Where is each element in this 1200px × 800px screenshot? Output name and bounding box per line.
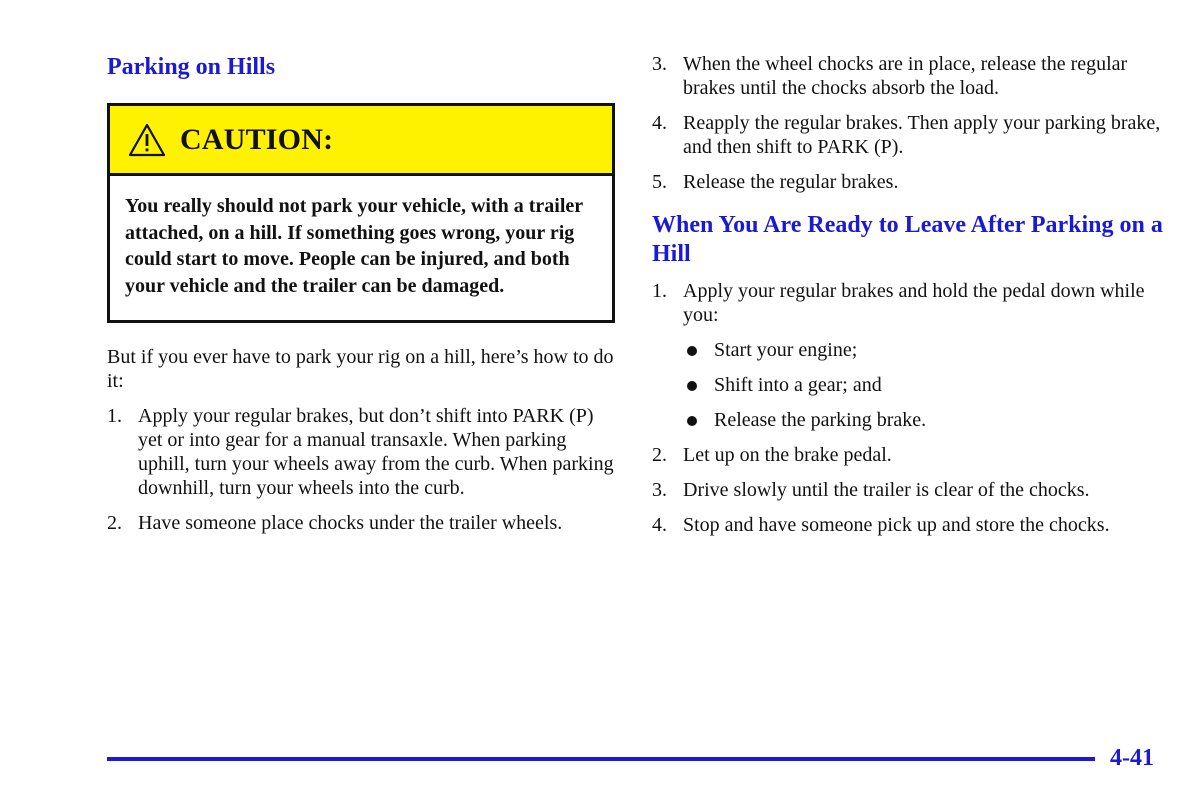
step-text: When the wheel chocks are in place, release the regular brakes until the chocks absorb the load. <box>683 53 1128 99</box>
section-heading-ready-to-leave: When You Are Ready to Leave After Parking on a Hill <box>652 212 1163 267</box>
bullet-icon <box>687 346 697 356</box>
step-number: 3. <box>652 53 667 75</box>
right-column <box>652 52 1167 537</box>
step-number: 4. <box>652 514 667 536</box>
step-text: Release the regular brakes. <box>683 171 899 193</box>
parking-steps-list <box>107 404 615 535</box>
bullet-text: Release the parking brake. <box>714 409 927 431</box>
footer-rule <box>107 757 1095 761</box>
caution-box <box>107 103 615 323</box>
step-text: Stop and have someone pick up and store the chocks. <box>683 514 1110 536</box>
bullet-item <box>683 338 1167 362</box>
step-number: 1. <box>107 405 122 427</box>
page-number: 4-41 <box>1110 745 1154 771</box>
step-number: 4. <box>652 112 667 134</box>
list-item <box>652 52 1167 100</box>
parking-steps-continued-list <box>652 52 1167 194</box>
step-text: Drive slowly until the trailer is clear of the chocks. <box>683 479 1090 501</box>
step-number: 3. <box>652 479 667 501</box>
bullet-icon <box>687 416 697 426</box>
caution-header <box>110 106 612 176</box>
left-column <box>107 52 615 535</box>
bullet-list <box>683 338 1167 432</box>
list-item <box>652 478 1167 502</box>
caution-body-text: You really should not park your vehicle, with a trailer attached, on a hill. If something goes wrong, your rig could start to move. People can be injured, and both your vehicle and the trailer can be damaged. <box>125 195 583 297</box>
leaving-steps-list <box>652 279 1167 537</box>
bullet-item <box>683 373 1167 397</box>
step-text: Let up on the brake pedal. <box>683 444 892 466</box>
warning-triangle-icon <box>128 123 166 157</box>
bullet-item <box>683 408 1167 432</box>
list-item <box>652 279 1167 432</box>
step-number: 1. <box>652 280 667 302</box>
list-item <box>652 170 1167 194</box>
bullet-icon <box>687 381 697 391</box>
step-number: 5. <box>652 171 667 193</box>
list-item <box>652 513 1167 537</box>
bullet-text: Shift into a gear; and <box>714 374 882 396</box>
bullet-text: Start your engine; <box>714 339 858 361</box>
section-heading-parking-on-hills: Parking on Hills <box>107 54 276 80</box>
step-number: 2. <box>107 512 122 534</box>
list-item <box>107 511 615 535</box>
caution-title: CAUTION: <box>180 122 334 156</box>
list-item <box>652 111 1167 159</box>
step-number: 2. <box>652 444 667 466</box>
list-item <box>652 443 1167 467</box>
intro-paragraph: But if you ever have to park your rig on a hill, here’s how to do it: <box>107 346 614 392</box>
list-item <box>107 404 615 500</box>
step-text: Have someone place chocks under the trailer wheels. <box>138 512 563 534</box>
step-text: Apply your regular brakes and hold the pedal down while you: <box>683 280 1145 326</box>
step-text: Reapply the regular brakes. Then apply your parking brake, and then shift to PARK (P). <box>683 112 1161 158</box>
step-text: Apply your regular brakes, but don’t shift into PARK (P) yet or into gear for a manual transaxle. When parking uphill, turn your wheels away from the curb. When parking downhill, turn your wheels into the curb. <box>138 405 614 499</box>
